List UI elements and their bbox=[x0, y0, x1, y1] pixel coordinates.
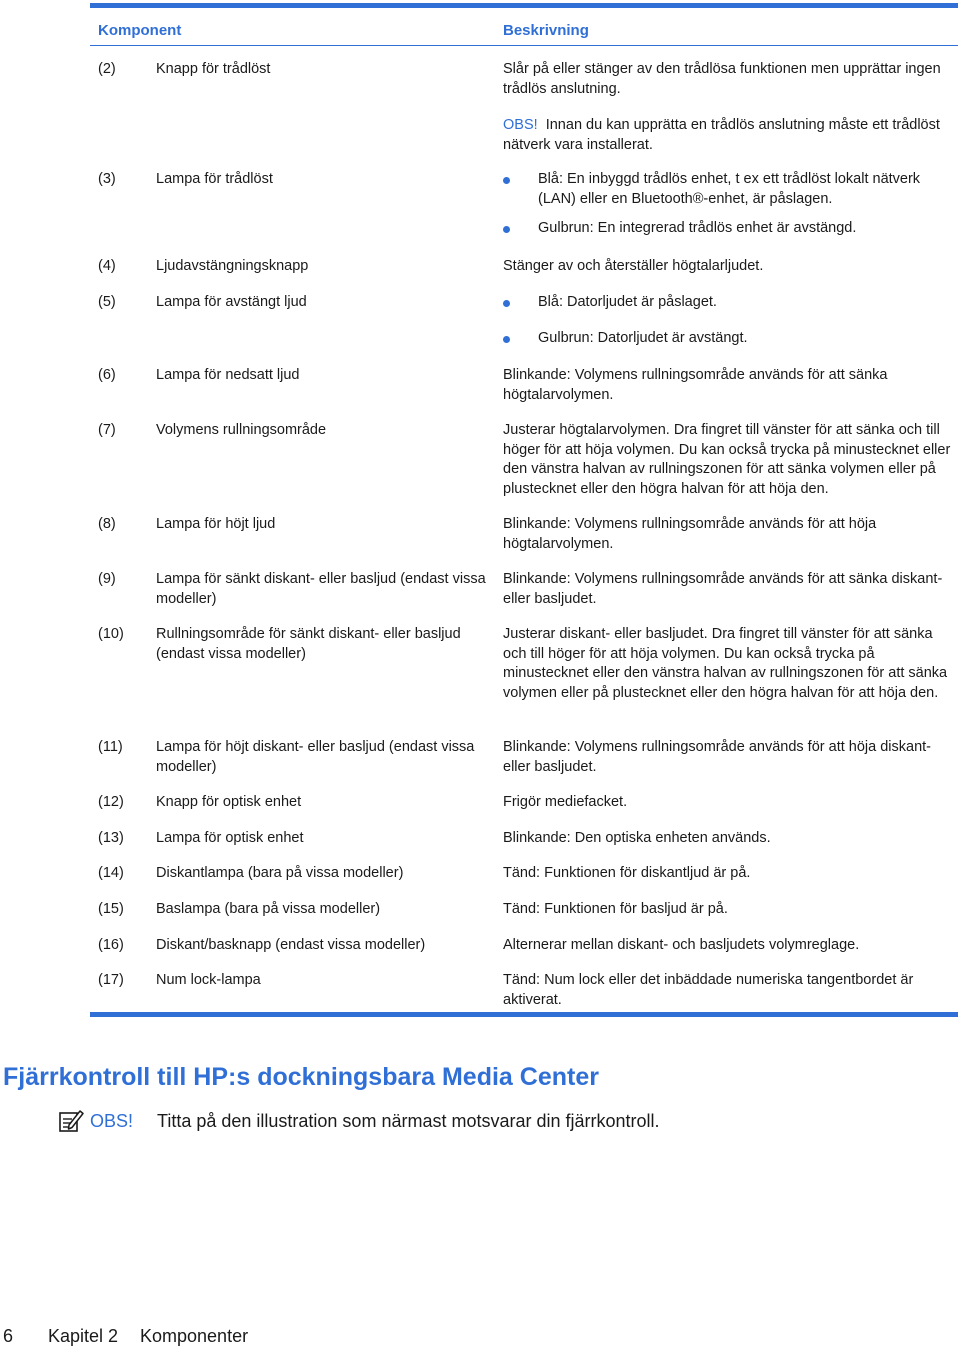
row-number: (2) bbox=[98, 61, 116, 77]
row-component: Baslampa (bara på vissa modeller) bbox=[156, 901, 381, 917]
row-note bbox=[503, 116, 958, 155]
table-row bbox=[90, 564, 958, 619]
row-component: Volymens rullningsområde bbox=[156, 422, 327, 438]
row-component: Diskant/basknapp (endast vissa modeller) bbox=[156, 937, 426, 953]
table-row bbox=[90, 930, 958, 965]
bullet-icon bbox=[503, 300, 510, 307]
row-number: (14) bbox=[98, 865, 124, 881]
bullet-text: Blå: En inbyggd trådlös enhet, t ex ett trådlöst lokalt nätverk (LAN) eller en Bluetooth®-enhet, är påslagen. bbox=[538, 171, 921, 207]
row-component: Lampa för trådlöst bbox=[156, 171, 273, 187]
table-row bbox=[90, 965, 958, 1012]
note-text: Innan du kan upprätta en trådlös anslutning måste ett trådlöst nätverk vara installerat. bbox=[503, 117, 940, 153]
row-number: (10) bbox=[98, 626, 124, 642]
bullet-icon bbox=[503, 226, 510, 233]
row-number: (5) bbox=[98, 294, 116, 310]
row-component: Knapp för optisk enhet bbox=[156, 794, 302, 810]
row-component: Ljudavstängningsknapp bbox=[156, 258, 309, 274]
row-number: (3) bbox=[98, 171, 116, 187]
row-component: Lampa för nedsatt ljud bbox=[156, 367, 300, 383]
row-description: Stänger av och återställer högtalarljudet. bbox=[503, 258, 764, 274]
row-number: (11) bbox=[98, 739, 123, 755]
row-description: Justerar högtalarvolymen. Dra fingret till vänster för att sänka och till höger för att höja volymen. Du kan också trycka på minustecknet eller den vänstra halvan av rullningszonen för att sänka volymen eller på plustecknet eller den högra halvan för att höja den. bbox=[503, 422, 951, 497]
row-number: (8) bbox=[98, 516, 116, 532]
row-description: Blinkande: Volymens rullningsområde används för att höja diskant- eller basljudet. bbox=[503, 739, 931, 775]
row-description: Justerar diskant- eller basljudet. Dra fingret till vänster för att sänka och till höger för att höja volymen. Du kan också trycka på minustecknet eller den vänstra halvan av rullningszonen för att sänka volymen eller på plustecknet eller den högra halvan för att höja den. bbox=[503, 626, 948, 701]
table-row bbox=[90, 159, 958, 251]
bullet-text: Gulbrun: En integrerad trådlös enhet är avstängd. bbox=[538, 220, 857, 236]
table-row bbox=[90, 46, 958, 159]
row-component: Rullningsområde för sänkt diskant- eller basljud (endast vissa modeller) bbox=[156, 626, 461, 662]
table-header bbox=[90, 8, 958, 41]
table-row bbox=[90, 360, 958, 415]
note-text: Titta på den illustration som närmast motsvarar din fjärrkontroll. bbox=[157, 1111, 660, 1131]
row-description: Blinkande: Den optiska enheten används. bbox=[503, 830, 771, 846]
table-row bbox=[90, 732, 958, 787]
row-description: Frigör mediefacket. bbox=[503, 794, 628, 810]
row-component: Num lock-lampa bbox=[156, 972, 261, 988]
section-title: Fjärrkontroll till HP:s dockningsbara Media Center bbox=[3, 1063, 599, 1091]
note-label: OBS! bbox=[90, 1111, 134, 1131]
row-component: Lampa för optisk enhet bbox=[156, 830, 304, 846]
row-number: (4) bbox=[98, 258, 116, 274]
table-row bbox=[90, 251, 958, 287]
row-number: (9) bbox=[98, 571, 116, 587]
page-number: 6 bbox=[3, 1326, 14, 1346]
chapter-title: Komponenter bbox=[140, 1326, 249, 1346]
row-number: (13) bbox=[98, 830, 124, 846]
row-description: Blinkande: Volymens rullningsområde används för att höja högtalarvolymen. bbox=[503, 516, 877, 552]
row-description: Slår på eller stänger av den trådlösa funktionen men upprättar ingen trådlös anslutning. bbox=[503, 61, 941, 97]
row-description: Blinkande: Volymens rullningsområde används för att sänka högtalarvolymen. bbox=[503, 367, 888, 403]
table-row bbox=[90, 287, 958, 360]
table-bottom-rule bbox=[90, 1012, 958, 1017]
table-row bbox=[90, 787, 958, 823]
row-number: (17) bbox=[98, 972, 124, 988]
row-number: (7) bbox=[98, 422, 116, 438]
row-component: Knapp för trådlöst bbox=[156, 61, 271, 77]
table-row bbox=[90, 619, 958, 732]
row-component: Lampa för avstängt ljud bbox=[156, 294, 307, 310]
header-component: Komponent bbox=[98, 22, 182, 39]
chapter-label: Kapitel 2 bbox=[48, 1326, 119, 1346]
row-component: Diskantlampa (bara på vissa modeller) bbox=[156, 865, 404, 881]
row-description: Alternerar mellan diskant- och basljudets volymreglage. bbox=[503, 937, 860, 953]
row-description: Tänd: Funktionen för diskantljud är på. bbox=[503, 865, 751, 881]
header-description: Beskrivning bbox=[503, 22, 589, 39]
row-description: Blinkande: Volymens rullningsområde används för att sänka diskant- eller basljudet. bbox=[503, 571, 943, 607]
row-number: (12) bbox=[98, 794, 124, 810]
bullet-icon bbox=[503, 177, 510, 184]
table-row bbox=[90, 823, 958, 858]
row-component: Lampa för höjt ljud bbox=[156, 516, 276, 532]
row-component: Lampa för höjt diskant- eller basljud (endast vissa modeller) bbox=[156, 739, 475, 775]
table-row bbox=[90, 415, 958, 509]
row-number: (6) bbox=[98, 367, 116, 383]
row-component: Lampa för sänkt diskant- eller basljud (endast vissa modeller) bbox=[156, 571, 486, 607]
row-description: Tänd: Num lock eller det inbäddade numeriska tangentbordet är aktiverat. bbox=[503, 972, 914, 1008]
bullet-text: Blå: Datorljudet är påslaget. bbox=[538, 294, 717, 310]
row-number: (16) bbox=[98, 937, 124, 953]
table-row bbox=[90, 858, 958, 894]
note-label: OBS! bbox=[503, 117, 538, 133]
components-table bbox=[90, 3, 958, 1017]
table-row bbox=[90, 509, 958, 564]
bullet-text: Gulbrun: Datorljudet är avstängt. bbox=[538, 330, 748, 346]
row-description: Tänd: Funktionen för basljud är på. bbox=[503, 901, 728, 917]
note-pencil-icon bbox=[58, 1108, 84, 1134]
table-row bbox=[90, 894, 958, 930]
bullet-icon bbox=[503, 336, 510, 343]
row-number: (15) bbox=[98, 901, 124, 917]
